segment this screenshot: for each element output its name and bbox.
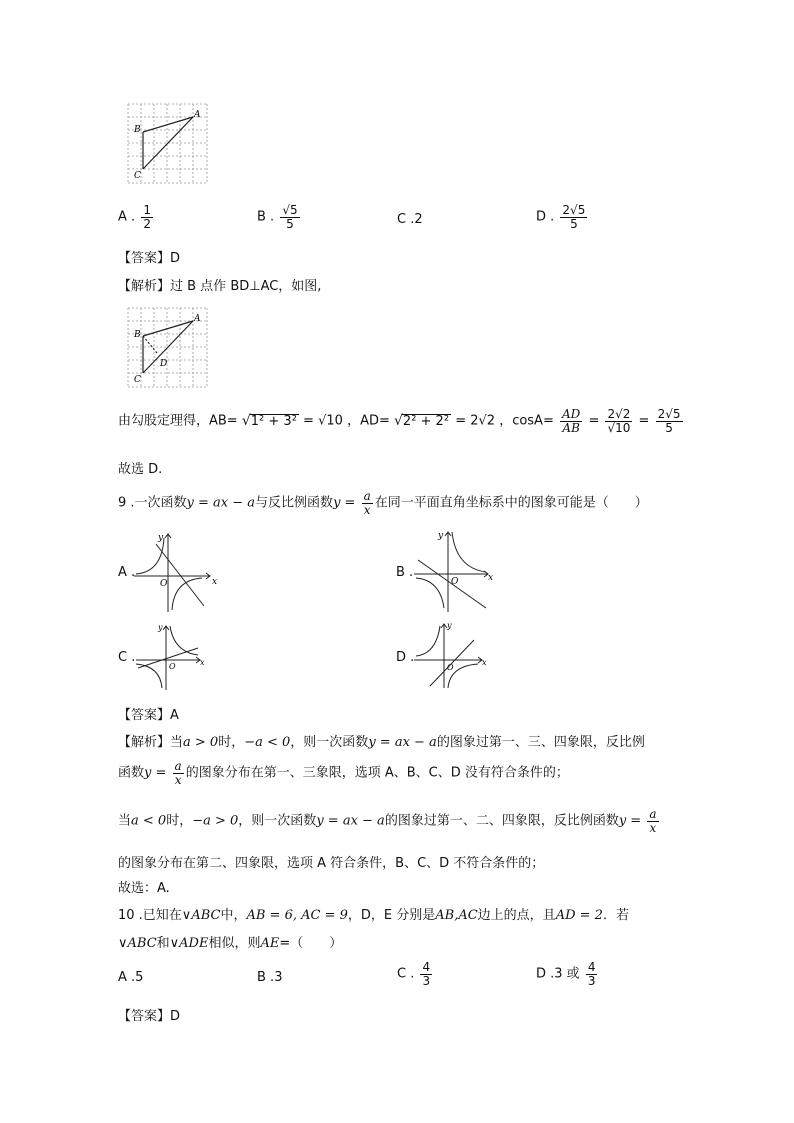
q9-b-y-label: y [438, 531, 444, 541]
q9-d-origin-label: O [447, 663, 454, 672]
q9-answer: 【答案】A [118, 708, 179, 723]
q10-stem-line1: 10 .已知在∨ABC中，AB = 6, AC = 9，D，E 分别是AB,AC边上的点，且AD = 2．若 [118, 908, 629, 923]
q9-explanation-line2: 函数y = $\frac{a}{x}$ 的图象分布在第一、三象限，选项 A、B、C、D 没有符合条件的； [118, 759, 569, 787]
q8-calculation: 由勾股定理得，AB= √1² + 3² = √10 ，AD= √2² + 2² = 2√2 ，cosA= $\frac{AD}{AB}$ = $\frac{2√2}{√10}$ = $\frac{2√5}{5}$ [118, 407, 681, 435]
q9-c-x-label: x [200, 658, 205, 667]
q10-option-a[interactable]: A .5 [118, 970, 144, 985]
q10-stem-line2: ∨ABC和∨ADE相似，则AE=（ ） [118, 936, 343, 951]
q10-option-b[interactable]: B .3 [257, 970, 283, 985]
q9-conclusion: 故选：A. [118, 881, 170, 896]
q8-analysis-intro: 【解析】过 B 点作 BD⊥AC，如图, [118, 279, 322, 294]
q8-option-a[interactable]: A . $\frac{1}{2}$ [118, 203, 151, 231]
q10-option-c[interactable]: C . $\frac{4}{3}$ [397, 960, 431, 988]
q10-answer: 【答案】D [118, 1009, 181, 1024]
q9-explanation-line3: 当a < 0时，−a > 0，则一次函数y = ax − a的图象过第一、二、四象限，反比例函数y = $\frac{a}{x}$ [118, 807, 657, 835]
q9-c-y-label: y [158, 623, 163, 632]
q9-a-origin-label: O [160, 579, 168, 589]
q9-explanation-line1: 【解析】当a > 0时，−a < 0，则一次函数y = ax − a的图象过第一、三、四象限，反比例 [118, 735, 645, 750]
q9-option-a-graph[interactable] [132, 528, 218, 614]
q9-option-b-label[interactable]: B . [396, 565, 414, 580]
q8-answer: 【答案】D [118, 251, 181, 266]
q9-b-x-label: x [488, 573, 494, 583]
q9-b-origin-label: O [451, 577, 459, 587]
q8-fig2-label-a: A [194, 314, 201, 324]
q9-option-c-label[interactable]: C . [118, 650, 136, 665]
q8-fig-label-b: B [134, 125, 141, 135]
q10-option-d[interactable]: D .3 或 $\frac{4}{3}$ [536, 960, 596, 988]
q9-option-c-graph[interactable] [134, 622, 208, 692]
q9-explanation-line4: 的图象分布在第二、四象限，选项 A 符合条件，B、C、D 不符合条件的； [118, 856, 545, 871]
q8-option-b[interactable]: B . $\frac{√5}{5}$ [257, 203, 298, 231]
q8-option-c[interactable]: C .2 [397, 212, 423, 227]
q8-fig-label-a: A [194, 110, 201, 120]
q8-conclusion: 故选 D. [118, 462, 163, 477]
q9-a-y-label: y [158, 533, 164, 543]
q9-d-x-label: x [482, 658, 487, 667]
q9-a-x-label: x [212, 577, 218, 587]
q9-d-y-label: y [447, 621, 452, 630]
q9-c-origin-label: O [169, 662, 176, 671]
q9-stem: 9 .一次函数y = ax − a与反比例函数y = $\frac{a}{x}$ 在同一平面直角坐标系中的图象可能是（ ） [118, 489, 648, 517]
q8-fig2-label-c: C [134, 375, 141, 385]
q8-option-d[interactable]: D . $\frac{2√5}{5}$ [536, 203, 586, 231]
q9-option-d-label[interactable]: D . [396, 650, 415, 665]
q8-fig-label-c: C [134, 171, 141, 181]
q8-fig2-label-d: D [160, 359, 168, 369]
q8-grid-figure [126, 102, 210, 186]
q8-fig2-label-b: B [134, 330, 141, 340]
q9-option-d-graph[interactable] [412, 620, 490, 690]
q9-option-a-label[interactable]: A . [118, 565, 136, 580]
q8-analysis-figure [126, 306, 210, 390]
q9-option-b-graph[interactable] [412, 528, 498, 614]
